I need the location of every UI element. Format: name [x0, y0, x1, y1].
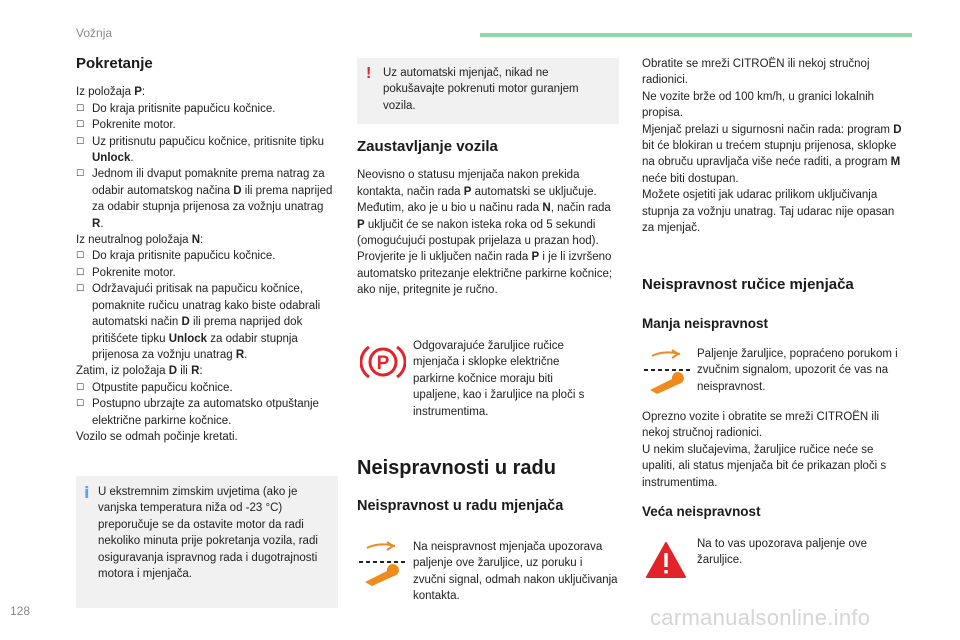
- watermark: carmanualsonline.info: [650, 605, 871, 630]
- heading-gearbox-fault: Neispravnost u radu mjenjača: [357, 498, 564, 514]
- heading-lever-fault: Neispravnost ručice mjenjača: [642, 276, 854, 293]
- bullet-item: ☐ Pokrenite motor.: [76, 117, 338, 133]
- bullet-item: ☐ Do kraja pritisnite papučicu kočnice.: [76, 101, 338, 117]
- heading-minor-fault: Manja neispravnost: [642, 316, 769, 331]
- warning-exclamation-icon: !: [366, 65, 372, 82]
- section-stopping: [357, 139, 619, 299]
- page-number: 128: [10, 604, 31, 618]
- heading-neispravnosti: Neispravnosti u radu: [357, 457, 556, 479]
- gearbox-fault-text: Na neispravnost mjenjača upozorava paljenje ove žaruljice, uz poruku i zvučni signal, odmah nakon uključivanja kontakta.: [413, 541, 618, 603]
- paragraph: Iz položaja P:: [76, 86, 146, 99]
- info-box-winter: [76, 476, 338, 608]
- section-header: Vožnja: [76, 26, 113, 40]
- paragraph: Vozilo se odmah počinje kretati.: [76, 430, 238, 443]
- gearbox-fault-wrench-icon: [357, 538, 407, 588]
- paragraph: Zatim, iz položaja D ili R:: [76, 365, 203, 378]
- contact-network-text: Obratite se mreži CITROËN ili nekoj stručnoj radionici. Ne vozite brže od 100 km/h, u granici lokalnih propisa.: [642, 58, 875, 120]
- column-starting: [76, 56, 338, 445]
- heading-zaustavljanje: Zaustavljanje vozila: [357, 138, 498, 155]
- bullet-item: ☐ Otpustite papučicu kočnice.: [76, 380, 338, 396]
- info-icon: i: [84, 483, 90, 502]
- starting-instructions: [76, 84, 338, 445]
- warning-box-text: Uz automatski mjenjač, nikad ne pokušavajte pokrenuti motor guranjem vozila.: [383, 67, 579, 112]
- paragraph: Iz neutralnog položaja N:: [76, 234, 204, 247]
- heading-pokretanje: Pokretanje: [76, 55, 153, 72]
- major-fault-text: Na to vas upozorava paljenje ove žaruljice.: [697, 538, 868, 567]
- warning-box-push-start: [357, 58, 619, 124]
- minor-fault-text: Oprezno vozite i obratite se mreži CITROËN ili nekoj stručnoj radionici. U nekim slučajevima, žaruljice ručice neće se upaliti, ali status mjenjača bit će prikazan ploči s instrumentima.: [642, 411, 887, 489]
- warning-triangle-icon: [645, 541, 687, 579]
- heading-major-fault: Veća neispravnost: [642, 504, 761, 519]
- bullet-item: ☐ Postupno ubrzajte za automatsko otpuštanje električne parkirne kočnice.: [76, 396, 338, 429]
- minor-fault-icon-text: Paljenje žaruljice, popraćeno porukom i zvučnim signalom, upozorit će vas na neispravnost.: [697, 348, 898, 393]
- svg-text:P: P: [376, 353, 390, 374]
- bullet-item: ☐ Pokrenite motor.: [76, 265, 338, 281]
- column-faults-continued: [642, 56, 904, 236]
- lever-fault-wrench-icon: [642, 346, 692, 396]
- section-accent-bar: [480, 33, 912, 37]
- safe-mode-text: Mjenjač prelazi u sigurnosni način rada: program D bit će blokiran u trećem stupnju prijenosa, sklopke na obruču upravljača više neće raditi, a program M neće biti dostupan. Možete osjetiti jak udarac prilikom uključivanja stupnja za vožnju unatrag. Taj udarac nije opasan za mjenjač.: [642, 123, 902, 235]
- parking-lamp-text: Odgovarajuće žaruljice ručice mjenjača i sklopke električne parkirne kočnice moraju biti upaljene, kao i žaruljice na ploči s instrumentima.: [413, 340, 585, 418]
- parking-brake-lamp-icon: [360, 342, 406, 382]
- bullet-item: ☐ Do kraja pritisnite papučicu kočnice.: [76, 248, 338, 264]
- bullet-item: ☐ Uz pritisnutu papučicu kočnice, pritisnite tipku Unlock.: [76, 134, 338, 167]
- stopping-text: Neovisno o statusu mjenjača nakon prekida kontakta, način rada P automatski se uključuje. Međutim, ako je u bio u načinu rada N, način rada P uključit će se nakon isteka roka od 5 sekundi (omogućujući postupak prijelaza u prazan hod). Provjerite je li uključen način rada P i je li izvršeno automatsko pritezanje električne parkirne kočnice; ako nije, pritegnite je ručno.: [357, 169, 613, 297]
- bullet-item: ☐ Održavajući pritisak na papučicu kočnice, pomaknite ručicu unatrag kako biste odabrali automatski način D ili prema naprijed dok pritišćete tipku Unlock za odabir stupnja prijenosa za vožnju unatrag R.: [76, 281, 338, 363]
- bullet-item: ☐ Jednom ili dvaput pomaknite prema natrag za odabir automatskog načina D ili prema naprijed za odabir stupnja prijenosa za vožnju unatrag R.: [76, 166, 338, 232]
- info-box-text: U ekstremnim zimskim uvjetima (ako je vanjska temperatura niža od -23 °C) preporučuje se da ostavite motor da radi nekoliko minuta prije pokretanja vozila, radi osiguravanja ispravnog rada i dugotrajnosti motora i mjenjača.: [98, 486, 318, 581]
